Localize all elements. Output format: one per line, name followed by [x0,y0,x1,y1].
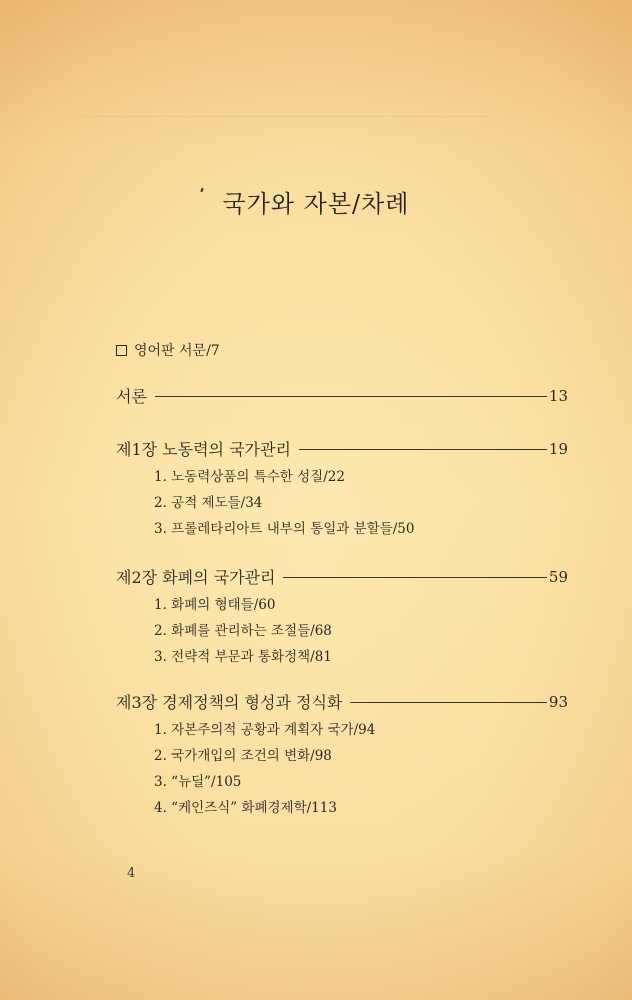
page-number: 4 [127,866,136,881]
toc-section[interactable]: 2. 공적 제도들/34 [154,495,263,511]
ink-speck [200,188,203,192]
toc-section[interactable]: 1. 화폐의 형태들/60 [154,597,276,613]
leader-line [155,396,547,397]
toc-entry-label: 서론 [116,387,147,406]
toc-entry-page: 59 [548,567,568,586]
leader-line [350,702,547,703]
page-title-text: 국가와 자본/차례 [222,190,410,218]
toc-section[interactable]: 1. 노동력상품의 특수한 성질/22 [154,469,345,485]
page-title [0,184,632,219]
square-bullet-icon [116,345,127,356]
toc-entry-label: 제2장 화폐의 국가관리 [116,568,276,587]
toc-section[interactable]: 4. “케인즈식” 화폐경제학/113 [154,800,337,816]
toc-entry-chapter-3[interactable] [116,690,568,713]
toc-entry-introduction[interactable] [116,384,568,407]
toc-section[interactable]: 3. 프롤레타리아트 내부의 통일과 분할들/50 [154,521,415,537]
leader-line [299,449,547,450]
toc-entry-chapter-2[interactable] [116,565,568,588]
toc-section[interactable]: 3. “뉴딜”/105 [154,774,242,790]
toc-section[interactable]: 1. 자본주의적 공황과 계획자 국가/94 [154,722,376,738]
toc-preface [116,340,220,360]
toc-section[interactable]: 2. 국가개입의 조건의 변화/98 [154,748,332,764]
toc-section[interactable]: 3. 전략적 부문과 통화정책/81 [154,649,332,665]
toc-entry-page: 13 [548,386,568,405]
toc-entry-page: 19 [548,439,568,458]
toc-entry-chapter-1[interactable] [116,437,568,460]
toc-entry-page: 93 [548,692,568,711]
toc-section[interactable]: 2. 화폐를 관리하는 조절들/68 [154,623,332,639]
toc-preface-label: 영어판 서문/7 [134,343,220,359]
bleed-through-line [82,116,492,117]
toc-entry-label: 제3장 경제정책의 형성과 정식화 [116,693,343,712]
leader-line [283,577,546,578]
toc-entry-label: 제1장 노동력의 국가관리 [116,440,291,459]
